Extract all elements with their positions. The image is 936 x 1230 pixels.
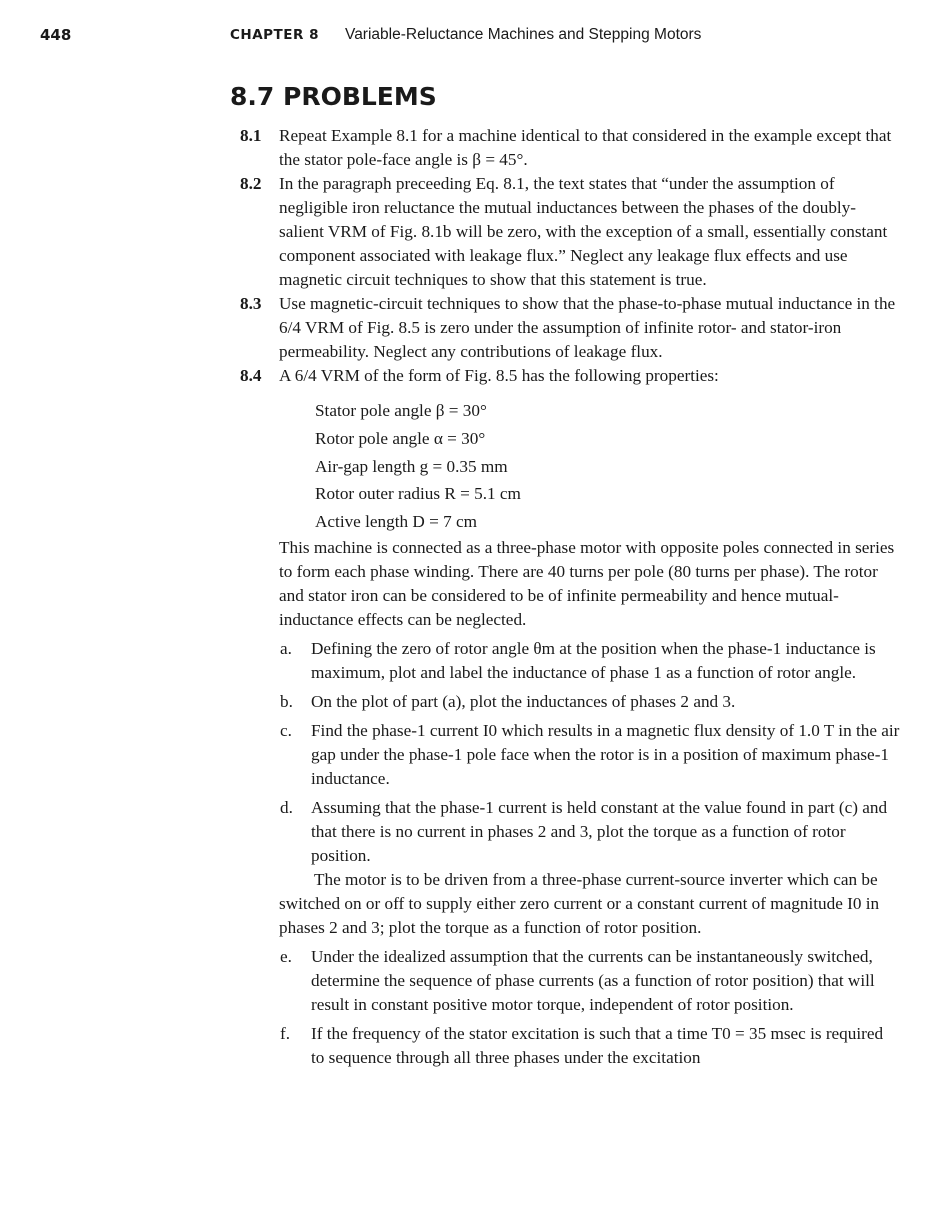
part-text: If the frequency of the stator excitation is such that a time T0 = 35 msec is required to sequence through all three phases under the excitation xyxy=(311,1023,884,1067)
problem-number: 8.1 xyxy=(240,126,262,145)
property-list xyxy=(240,397,900,536)
part-label: d. xyxy=(280,797,293,817)
problem-8-2 xyxy=(240,172,900,292)
part-e xyxy=(240,945,900,1017)
problem-number: 8.4 xyxy=(240,366,262,385)
part-f xyxy=(240,1022,900,1070)
part-text: Under the idealized assumption that the currents can be instantaneously switched, determine the sequence of phase currents (as a function of rotor position) that will result in constant positive motor torque, independent of rotor position. xyxy=(311,946,875,1014)
part-text: Find the phase-1 current I0 which results in a magnetic flux density of 1.0 T in the air gap under the phase-1 pole face when the rotor is in a position of maximum phase-1 inductance. xyxy=(311,720,900,788)
property-rotor-outer-radius: Rotor outer radius R = 5.1 cm xyxy=(315,484,521,504)
problem-paragraph: This machine is connected as a three-phase motor with opposite poles connected in series to form each phase winding. There are 40 turns per pole (80 turns per phase). The rotor and stator iron can be considered to be of infinite permeability and hence mutual-inductance effects can be neglected. xyxy=(279,537,895,629)
part-label: e. xyxy=(280,946,292,966)
part-text: On the plot of part (a), plot the inductances of phases 2 and 3. xyxy=(311,691,736,711)
part-label: f. xyxy=(280,1023,291,1043)
page-number: 448 xyxy=(40,26,72,44)
chapter-label: CHAPTER 8 xyxy=(230,27,319,43)
chapter-title: Variable-Reluctance Machines and Stepping Motors xyxy=(345,26,702,43)
part-label: a. xyxy=(280,638,292,658)
part-b xyxy=(240,690,900,714)
part-a xyxy=(240,637,900,685)
problem-text: A 6/4 VRM of the form of Fig. 8.5 has the following properties: xyxy=(279,366,719,385)
problem-8-4 xyxy=(240,364,900,388)
problems-body xyxy=(240,124,900,1070)
part-c xyxy=(240,719,900,791)
property-active-length: Active length D = 7 cm xyxy=(315,512,477,532)
part-label: b. xyxy=(280,691,293,711)
running-header xyxy=(0,26,936,48)
problem-number: 8.3 xyxy=(240,294,262,313)
part-label: c. xyxy=(280,720,292,740)
part-d xyxy=(240,796,900,868)
problem-paragraph-2: The motor is to be driven from a three-phase current-source inverter which can be switched on or off to supply either zero current or a constant current of magnitude I0 in phases 2 and 3; plot the torque as a function of rotor position. xyxy=(279,869,880,937)
property-air-gap-length: Air-gap length g = 0.35 mm xyxy=(315,456,508,476)
property-stator-pole-angle: Stator pole angle β = 30° xyxy=(315,401,487,420)
problem-text: Repeat Example 8.1 for a machine identical to that considered in the example except that the stator pole-face angle is β = 45°. xyxy=(279,126,892,169)
problem-number: 8.2 xyxy=(240,174,262,193)
property-rotor-pole-angle: Rotor pole angle α = 30° xyxy=(315,428,486,448)
part-text: Assuming that the phase-1 current is held constant at the value found in part (c) and that there is no current in phases 2 and 3, plot the torque as a function of rotor position. xyxy=(311,797,888,865)
section-title: 8.7 PROBLEMS xyxy=(230,82,437,111)
problem-8-3 xyxy=(240,292,900,364)
problem-text: In the paragraph preceeding Eq. 8.1, the text states that “under the assumption of negligible iron reluctance the mutual inductances between the phases of the doubly-salient VRM of Fig. 8.1b will be zero, with the exception of a small, essentially constant component associated with leakage flux.” Neglect any leakage flux effects and use magnetic circuit techniques to show that this statement is true. xyxy=(279,174,888,289)
part-text: Defining the zero of rotor angle θm at the position when the phase-1 inductance is maximum, plot and label the inductance of phase 1 as a function of rotor angle. xyxy=(311,638,876,682)
problem-text: Use magnetic-circuit techniques to show that the phase-to-phase mutual inductance in the 6/4 VRM of Fig. 8.5 is zero under the assumption of infinite rotor- and stator-iron permeability. Neglect any contributions of leakage flux. xyxy=(279,294,896,361)
problem-8-1 xyxy=(240,124,900,172)
